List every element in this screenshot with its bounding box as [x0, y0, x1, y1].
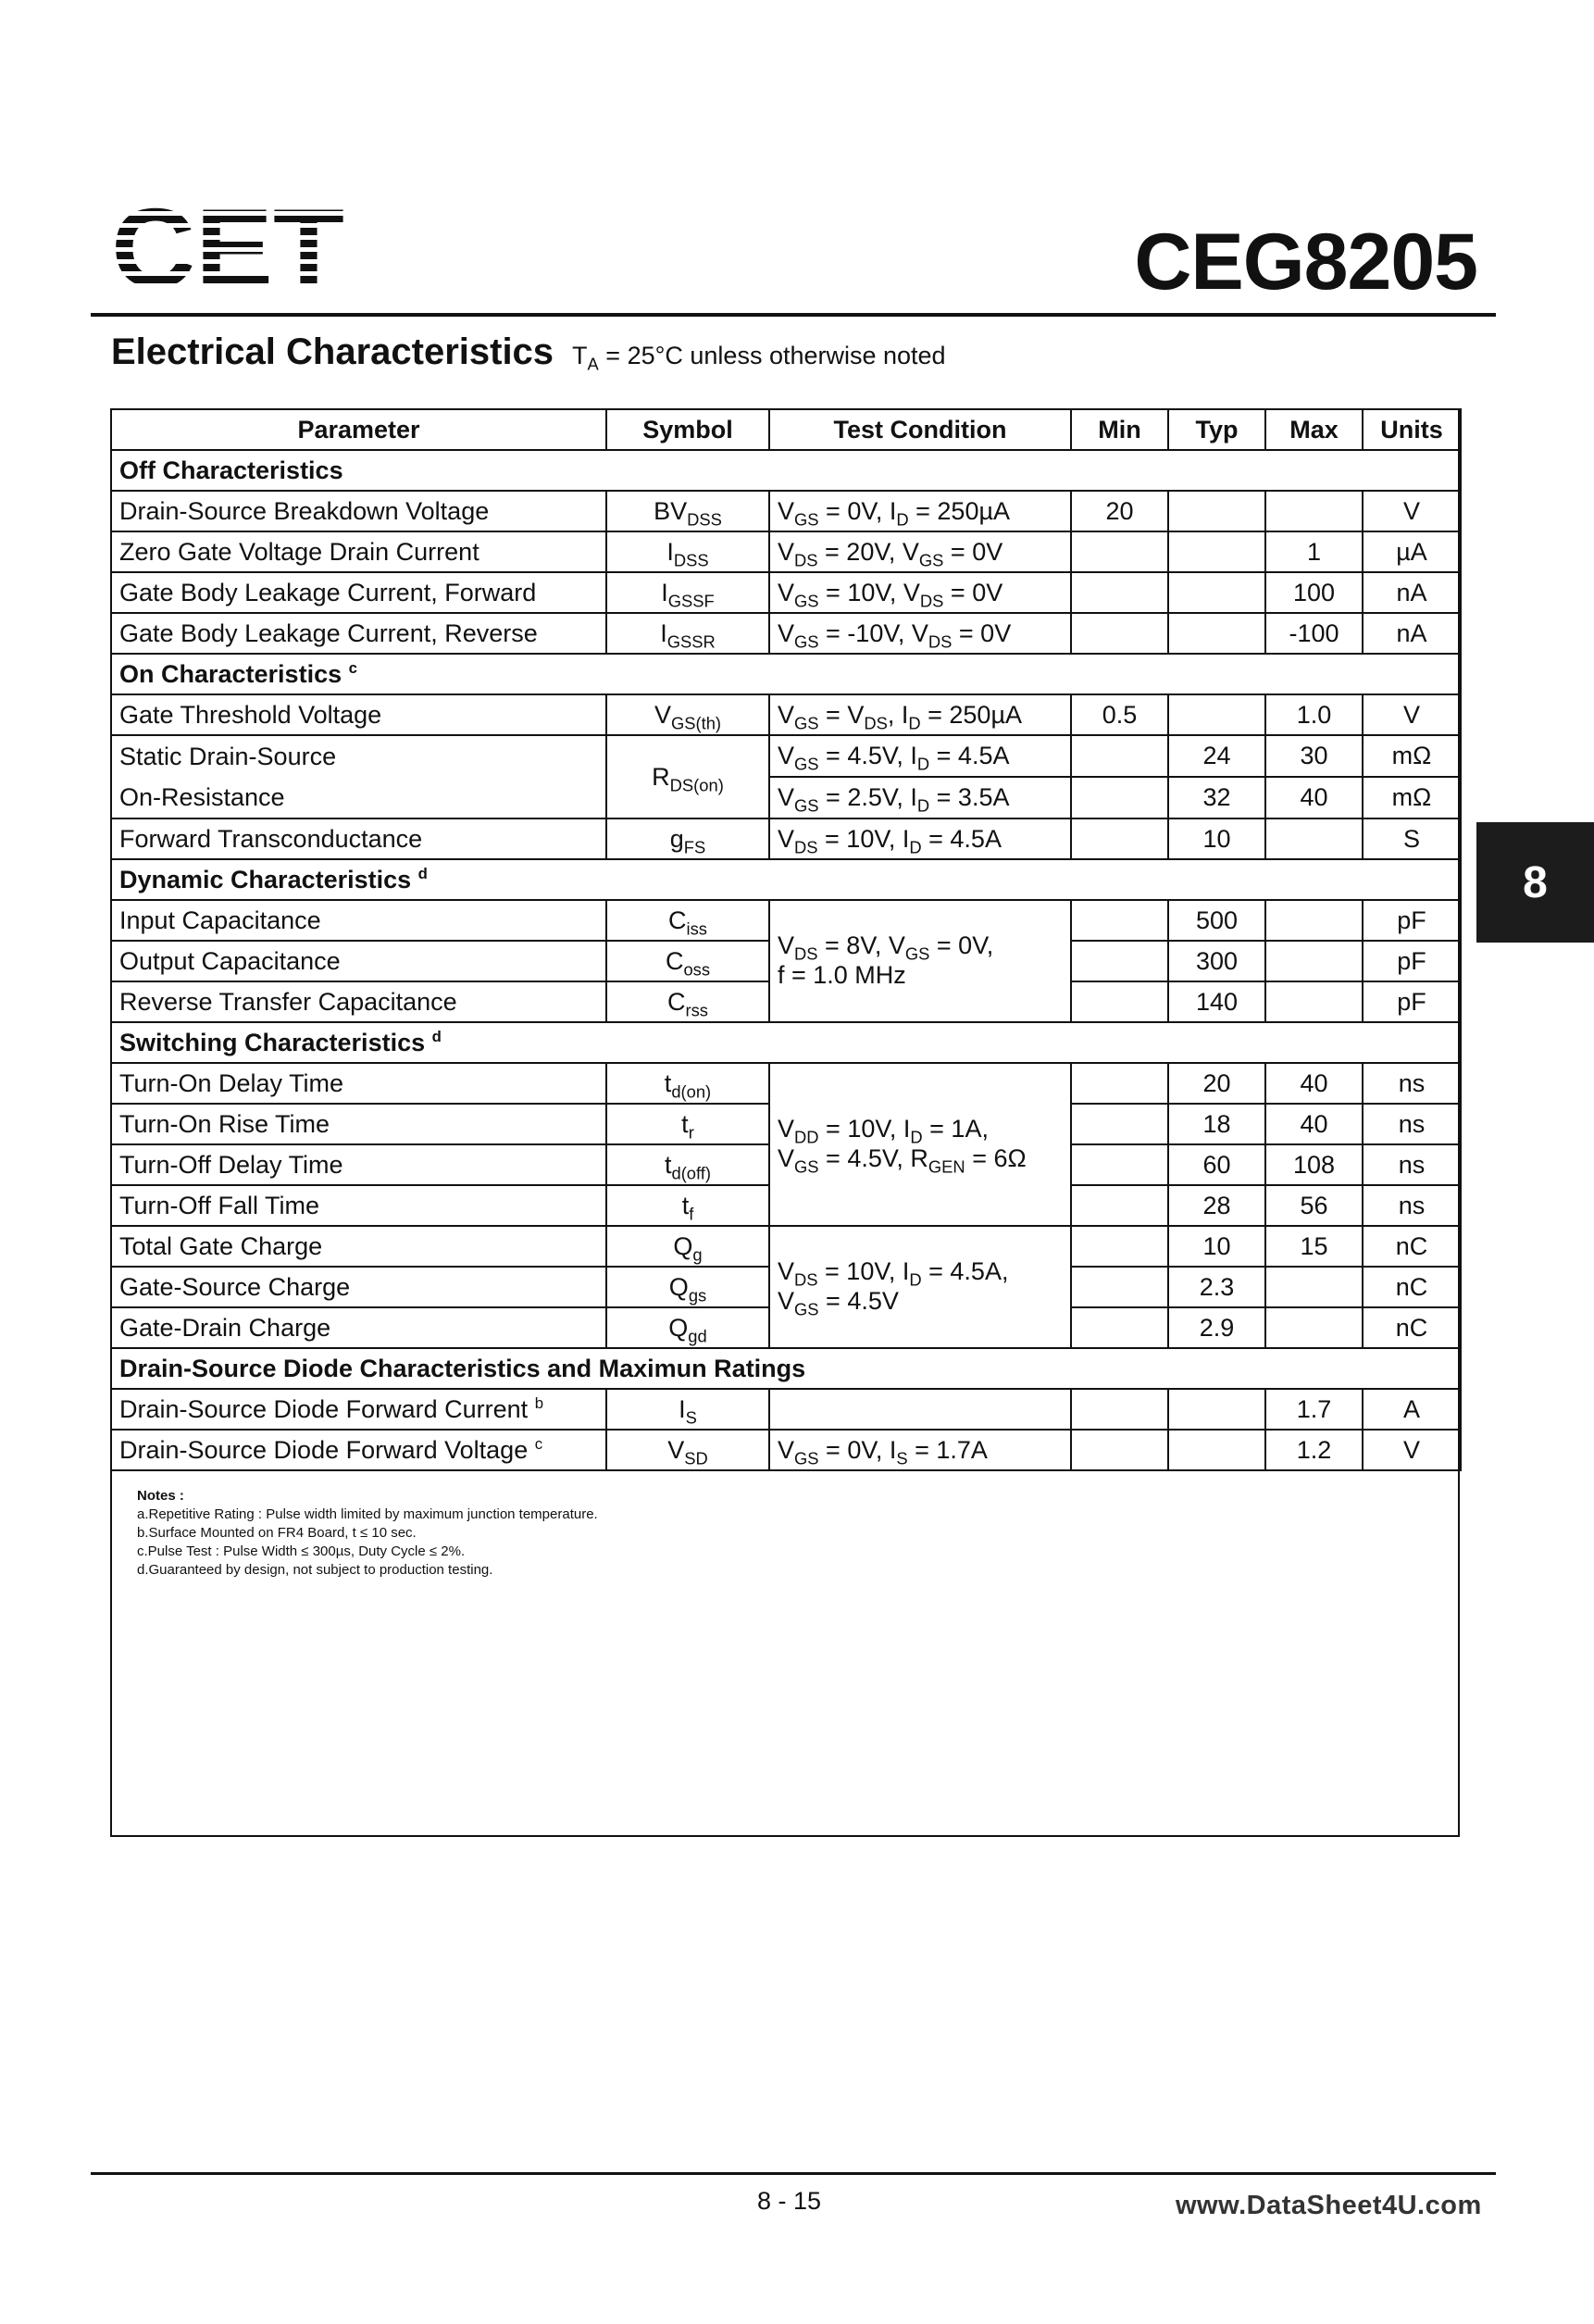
max-cell: 40: [1265, 1063, 1363, 1104]
section-row: [111, 859, 1461, 900]
condition-cell: $V_{DS} = 10V$, $I_D = 4.5A$: [769, 818, 1071, 859]
param-cell: Gate Threshold Voltage: [111, 694, 606, 735]
heading-title: Electrical Characteristics: [111, 331, 554, 372]
col-header-typ: Typ: [1168, 409, 1265, 450]
note-a: a.Repetitive Rating : Pulse width limited by maximum junction temperature.: [137, 1506, 598, 1522]
condition-cell: $V_{GS} = -10V$, $V_{DS} = 0V$: [769, 613, 1071, 654]
table-row: [111, 818, 1461, 859]
units-cell: ns: [1363, 1104, 1461, 1144]
param-cell: Turn-Off Delay Time: [111, 1144, 606, 1185]
min-cell: [1071, 1267, 1168, 1307]
symbol-cell: $V_{GS(th)}$: [606, 694, 769, 735]
units-cell: pF: [1363, 981, 1461, 1022]
section-row: [111, 1022, 1461, 1063]
max-cell: [1265, 818, 1363, 859]
param-cell: Gate-Source Charge: [111, 1267, 606, 1307]
electrical-characteristics-table: [110, 408, 1462, 1471]
min-cell: [1071, 1307, 1168, 1348]
units-cell: nA: [1363, 572, 1461, 613]
units-cell: pF: [1363, 941, 1461, 981]
units-cell: nC: [1363, 1307, 1461, 1348]
symbol-cell: $I_{GSSR}$: [606, 613, 769, 654]
condition-cell: $V_{DS} = 20V$, $V_{GS} = 0V$: [769, 531, 1071, 572]
typ-cell: [1168, 1389, 1265, 1430]
units-cell: nC: [1363, 1226, 1461, 1267]
symbol-cell: $t_{d(off)}$: [606, 1144, 769, 1185]
symbol-cell: $C_{oss}$: [606, 941, 769, 981]
note-b: b.Surface Mounted on FR4 Board, t ≤ 10 sec.: [137, 1525, 417, 1541]
col-header-max: Max: [1265, 409, 1363, 450]
param-cell: Drain-Source Diode Forward Current $^b$: [111, 1389, 606, 1430]
condition-cell: $V_{GS} = 10V$, $V_{DS} = 0V$: [769, 572, 1071, 613]
units-cell: V: [1363, 694, 1461, 735]
param-cell: Output Capacitance: [111, 941, 606, 981]
min-cell: [1071, 1144, 1168, 1185]
param-cell: Gate Body Leakage Current, Reverse: [111, 613, 606, 654]
units-cell: mΩ: [1363, 777, 1461, 818]
max-cell: 108: [1265, 1144, 1363, 1185]
typ-cell: 60: [1168, 1144, 1265, 1185]
notes-title: Notes :: [137, 1488, 184, 1504]
units-cell: S: [1363, 818, 1461, 859]
min-cell: [1071, 818, 1168, 859]
symbol-cell: $C_{iss}$: [606, 900, 769, 941]
min-cell: [1071, 735, 1168, 777]
symbol-cell: $I_{DSS}$: [606, 531, 769, 572]
table-row: [111, 1226, 1461, 1267]
param-cell: Input Capacitance: [111, 900, 606, 941]
symbol-cell: $BV_{DSS}$: [606, 491, 769, 531]
max-cell: [1265, 1307, 1363, 1348]
symbol-cell: $g_{FS}$: [606, 818, 769, 859]
table-row: [111, 613, 1461, 654]
website-link[interactable]: www.DataSheet4U.com: [1176, 2191, 1482, 2220]
symbol-cell: $R_{DS(on)}$: [606, 735, 769, 818]
min-cell: [1071, 1185, 1168, 1226]
table-row: [111, 491, 1461, 531]
symbol-cell: $Q_g$: [606, 1226, 769, 1267]
max-cell: 1.7: [1265, 1389, 1363, 1430]
symbol-cell: $t_r$: [606, 1104, 769, 1144]
table-row: [111, 1063, 1461, 1104]
min-cell: 20: [1071, 491, 1168, 531]
min-cell: [1071, 941, 1168, 981]
max-cell: 15: [1265, 1226, 1363, 1267]
page-number: 8 - 15: [757, 2187, 822, 2215]
section-heading: [111, 331, 946, 373]
section-row: [111, 1348, 1461, 1389]
units-cell: mΩ: [1363, 735, 1461, 777]
max-cell: 56: [1265, 1185, 1363, 1226]
param-cell: Turn-On Delay Time: [111, 1063, 606, 1104]
max-cell: 40: [1265, 1104, 1363, 1144]
col-header-units: Units: [1363, 409, 1461, 450]
typ-cell: 140: [1168, 981, 1265, 1022]
condition-cell: $V_{GS} = 4.5V$, $I_D = 4.5A$: [769, 735, 1071, 777]
typ-cell: 10: [1168, 818, 1265, 859]
param-cell: Drain-Source Breakdown Voltage: [111, 491, 606, 531]
table-row: [111, 694, 1461, 735]
condition-cell: $V_{GS} = 2.5V$, $I_D = 3.5A$: [769, 777, 1071, 818]
typ-cell: 20: [1168, 1063, 1265, 1104]
max-cell: [1265, 1267, 1363, 1307]
param-cell: Total Gate Charge: [111, 1226, 606, 1267]
min-cell: [1071, 981, 1168, 1022]
typ-cell: [1168, 491, 1265, 531]
min-cell: [1071, 531, 1168, 572]
typ-cell: 2.9: [1168, 1307, 1265, 1348]
units-cell: ns: [1363, 1144, 1461, 1185]
min-cell: [1071, 777, 1168, 818]
symbol-cell: $V_{SD}$: [606, 1430, 769, 1470]
col-header-test-condition: Test Condition: [769, 409, 1071, 450]
symbol-cell: $Q_{gd}$: [606, 1307, 769, 1348]
table-row: [111, 531, 1461, 572]
units-cell: nC: [1363, 1267, 1461, 1307]
min-cell: [1071, 1430, 1168, 1470]
units-cell: ns: [1363, 1063, 1461, 1104]
symbol-cell: $t_f$: [606, 1185, 769, 1226]
max-cell: 100: [1265, 572, 1363, 613]
min-cell: [1071, 1389, 1168, 1430]
section-row: [111, 450, 1461, 491]
footer-rule: [91, 2172, 1496, 2175]
symbol-cell: $Q_{gs}$: [606, 1267, 769, 1307]
param-cell: Zero Gate Voltage Drain Current: [111, 531, 606, 572]
min-cell: [1071, 1063, 1168, 1104]
typ-cell: 18: [1168, 1104, 1265, 1144]
condition-cell: $V_{GS} = V_{DS}$, $I_D = 250\mu A$: [769, 694, 1071, 735]
typ-cell: [1168, 1430, 1265, 1470]
typ-cell: [1168, 613, 1265, 654]
min-cell: [1071, 613, 1168, 654]
param-cell: Turn-On Rise Time: [111, 1104, 606, 1144]
symbol-cell: $C_{rss}$: [606, 981, 769, 1022]
section-on: On Characteristics $^c$: [111, 654, 1461, 694]
min-cell: [1071, 1226, 1168, 1267]
typ-cell: 500: [1168, 900, 1265, 941]
section-diode: Drain-Source Diode Characteristics and Maximun Ratings: [111, 1348, 1461, 1389]
section-off: Off Characteristics: [111, 450, 1461, 491]
param-cell: Gate Body Leakage Current, Forward: [111, 572, 606, 613]
param-cell: Reverse Transfer Capacitance: [111, 981, 606, 1022]
param-cell: Static Drain-Source On-Resistance: [111, 735, 606, 818]
max-cell: [1265, 941, 1363, 981]
param-cell: Drain-Source Diode Forward Voltage $^c$: [111, 1430, 606, 1470]
typ-cell: 32: [1168, 777, 1265, 818]
max-cell: 1.2: [1265, 1430, 1363, 1470]
units-cell: µA: [1363, 531, 1461, 572]
units-cell: A: [1363, 1389, 1461, 1430]
condition-cell: [769, 1389, 1071, 1430]
max-cell: [1265, 491, 1363, 531]
condition-cell: $V_{DD} = 10V$, $I_D = 1A$, $V_{GS} = 4.5V$, $R_{GEN} = 6\Omega$: [769, 1063, 1071, 1226]
header-rule: [91, 313, 1496, 317]
col-header-symbol: Symbol: [606, 409, 769, 450]
table-row: [111, 900, 1461, 941]
max-cell: 1: [1265, 531, 1363, 572]
table-row: [111, 1389, 1461, 1430]
typ-cell: [1168, 694, 1265, 735]
section-row: [111, 654, 1461, 694]
param-cell: Gate-Drain Charge: [111, 1307, 606, 1348]
param-cell: Forward Transconductance: [111, 818, 606, 859]
condition-cell: $V_{DS} = 8V$, $V_{GS} = 0V$, f = 1.0 MHz: [769, 900, 1071, 1022]
units-cell: V: [1363, 1430, 1461, 1470]
units-cell: nA: [1363, 613, 1461, 654]
symbol-cell: $I_S$: [606, 1389, 769, 1430]
typ-cell: 2.3: [1168, 1267, 1265, 1307]
part-number: CEG8205: [1134, 218, 1477, 306]
units-cell: ns: [1363, 1185, 1461, 1226]
table-header-row: [111, 409, 1461, 450]
max-cell: -100: [1265, 613, 1363, 654]
cet-logo: CET: [111, 202, 344, 294]
units-cell: pF: [1363, 900, 1461, 941]
heading-condition: $T_A = 25^\circ C$ unless otherwise noted: [572, 342, 946, 374]
symbol-cell: $I_{GSSF}$: [606, 572, 769, 613]
typ-cell: 300: [1168, 941, 1265, 981]
section-switching: Switching Characteristics $^d$: [111, 1022, 1461, 1063]
param-cell: Turn-Off Fall Time: [111, 1185, 606, 1226]
notes: [137, 1487, 598, 1580]
min-cell: [1071, 572, 1168, 613]
typ-cell: [1168, 572, 1265, 613]
col-header-min: Min: [1071, 409, 1168, 450]
table-row: [111, 1430, 1461, 1470]
max-cell: 40: [1265, 777, 1363, 818]
note-c: c.Pulse Test : Pulse Width ≤ 300µs, Duty Cycle ≤ 2%.: [137, 1543, 466, 1559]
condition-cell: $V_{GS} = 0V$, $I_D = 250\mu A$: [769, 491, 1071, 531]
max-cell: 1.0: [1265, 694, 1363, 735]
table-row: [111, 572, 1461, 613]
min-cell: 0.5: [1071, 694, 1168, 735]
typ-cell: 24: [1168, 735, 1265, 777]
table-row: [111, 735, 1461, 777]
chapter-tab: 8: [1476, 822, 1594, 943]
typ-cell: [1168, 531, 1265, 572]
note-d: d.Guaranteed by design, not subject to production testing.: [137, 1562, 493, 1578]
units-cell: V: [1363, 491, 1461, 531]
max-cell: [1265, 900, 1363, 941]
max-cell: 30: [1265, 735, 1363, 777]
typ-cell: 10: [1168, 1226, 1265, 1267]
symbol-cell: $t_{d(on)}$: [606, 1063, 769, 1104]
section-dynamic: Dynamic Characteristics $^d$: [111, 859, 1461, 900]
condition-cell: $V_{DS} = 10V$, $I_D = 4.5A$, $V_{GS} = 4.5V$: [769, 1226, 1071, 1348]
max-cell: [1265, 981, 1363, 1022]
min-cell: [1071, 1104, 1168, 1144]
typ-cell: 28: [1168, 1185, 1265, 1226]
condition-cell: $V_{GS} = 0V$, $I_S = 1.7A$: [769, 1430, 1071, 1470]
min-cell: [1071, 900, 1168, 941]
col-header-parameter: Parameter: [111, 409, 606, 450]
